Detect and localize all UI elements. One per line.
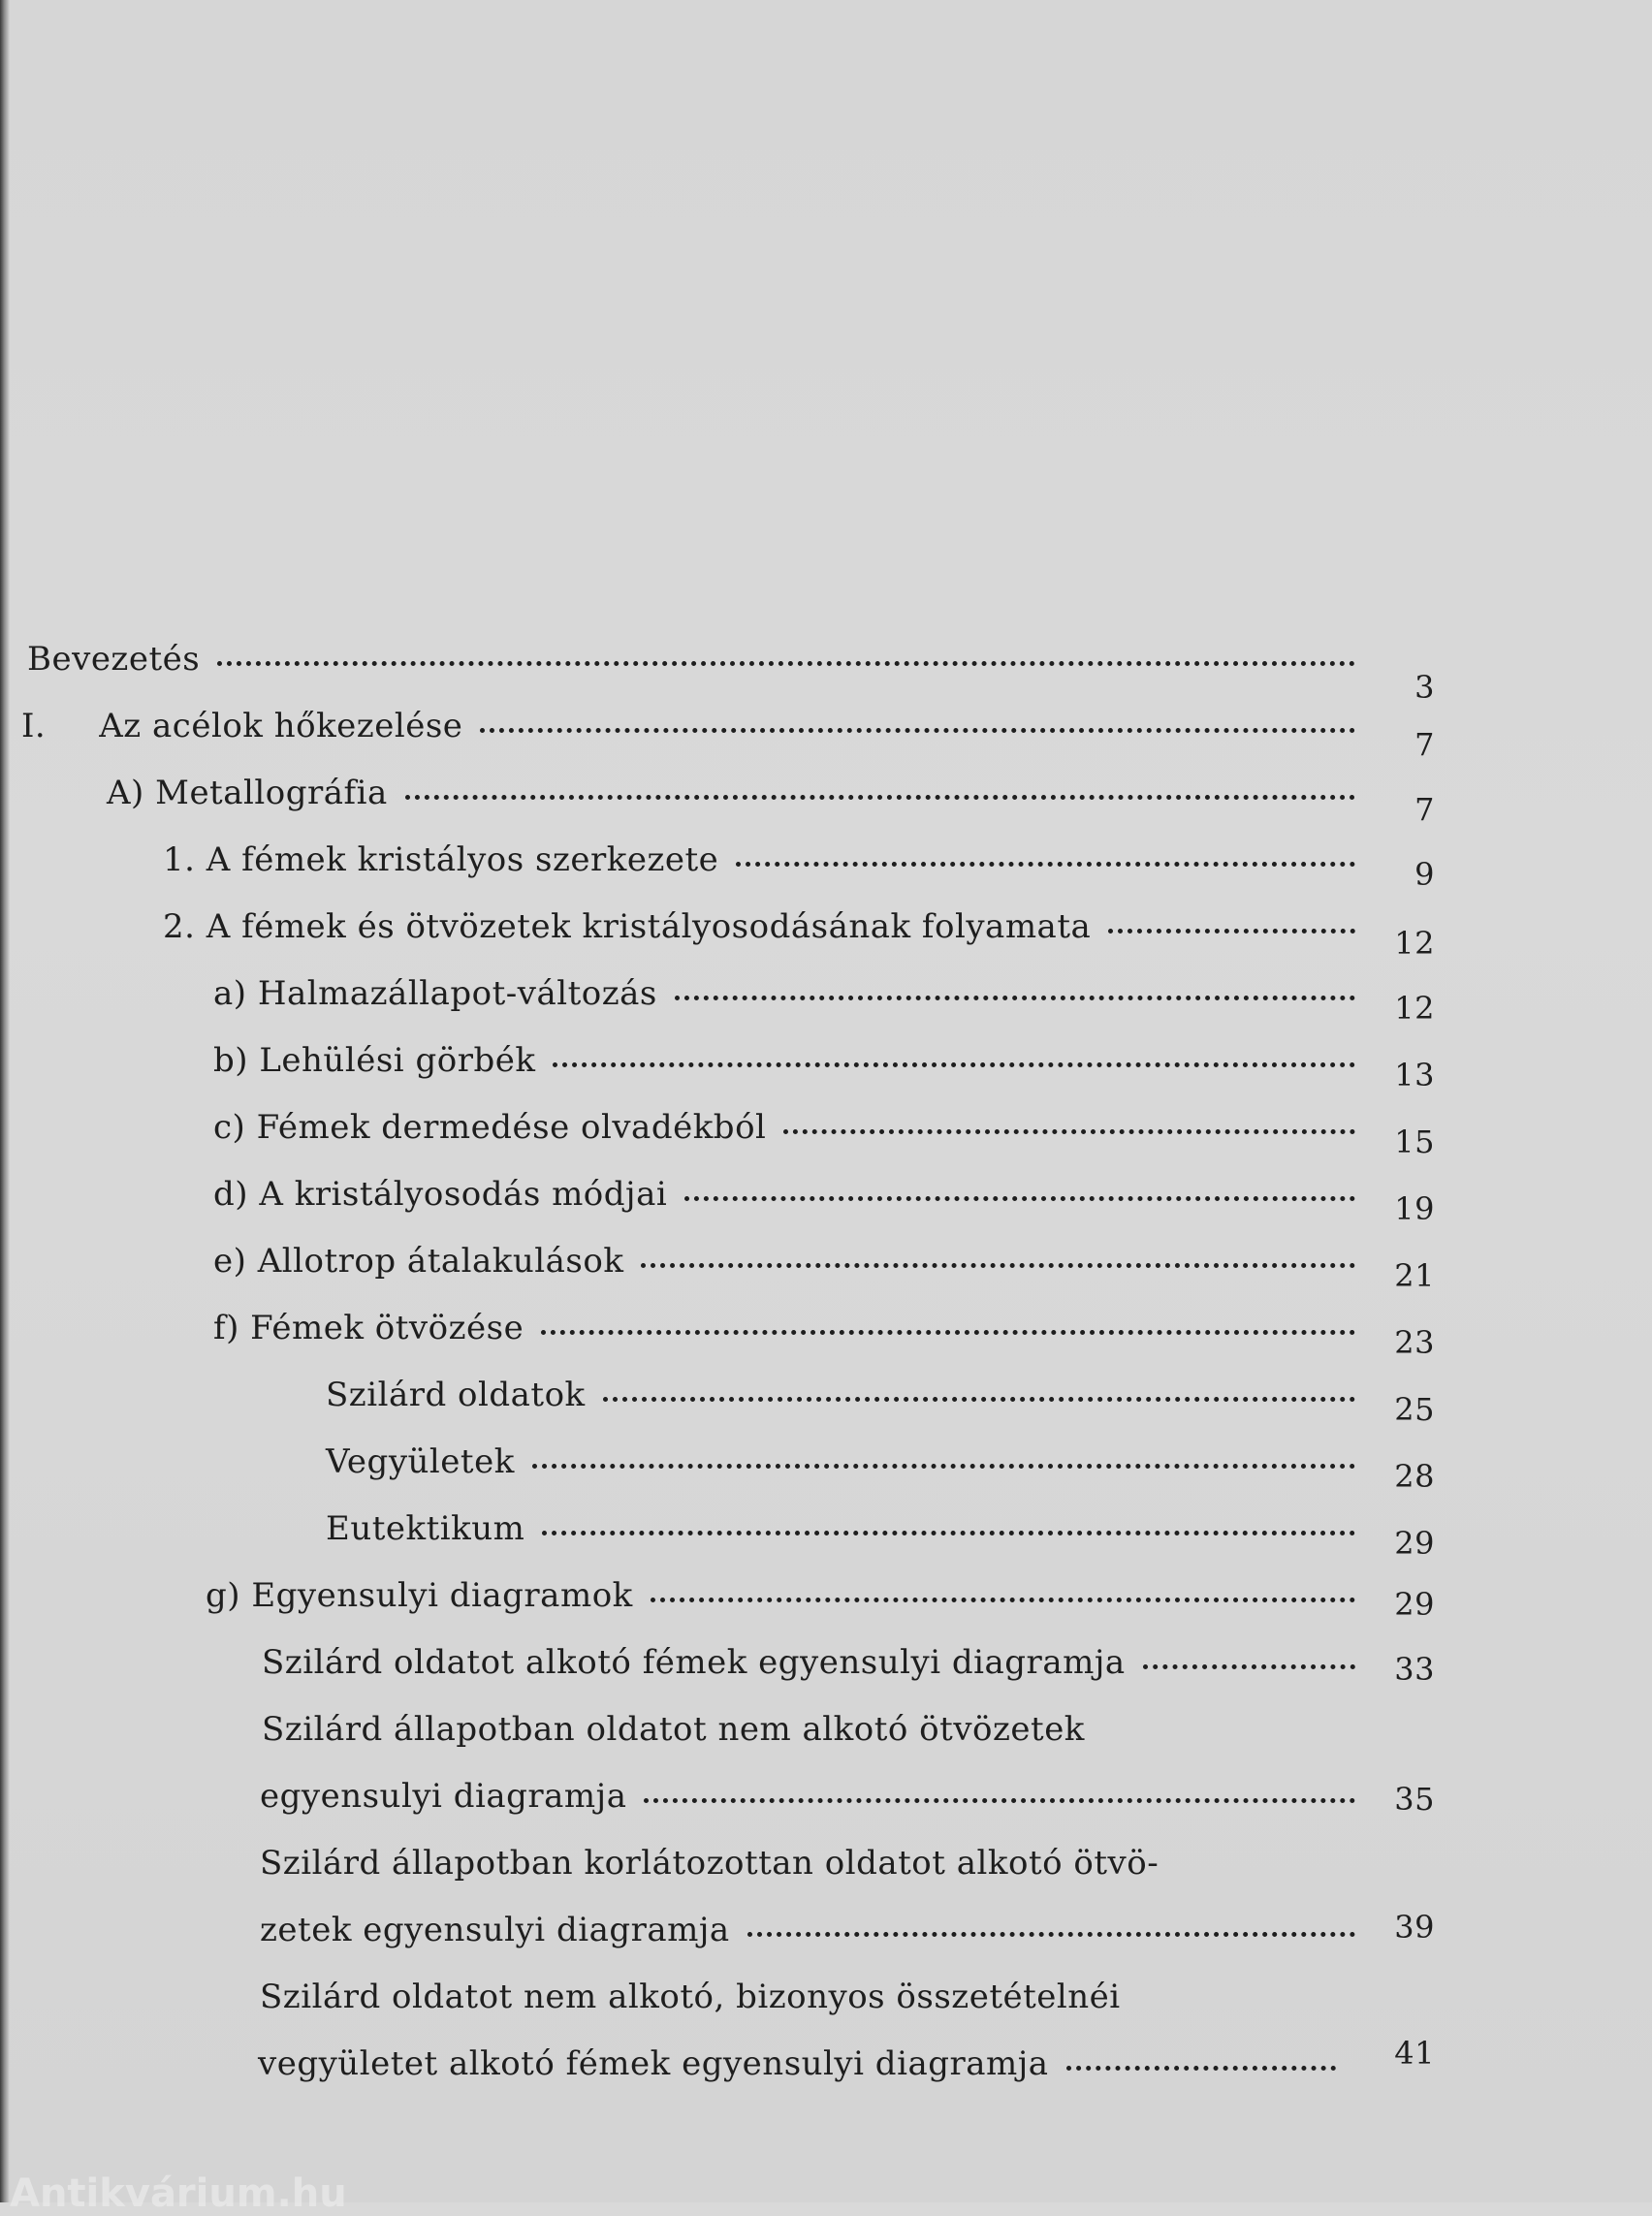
dot-leader — [1066, 2066, 1336, 2071]
toc-entry-page: 12 — [1394, 990, 1435, 1027]
toc-entry-label: e) Allotrop átalakulások — [213, 1242, 624, 1281]
toc-entry-bevezetes — [0, 620, 1652, 706]
toc-entry-page: 25 — [1394, 1391, 1435, 1428]
dot-leader — [1108, 929, 1355, 934]
toc-entry-korlatozottan-line1 — [0, 1824, 1652, 1891]
dot-leader — [405, 795, 1355, 800]
toc-entry-page: 39 — [1394, 1909, 1435, 1946]
toc-entry-vegyuletet-line2 — [0, 2025, 1652, 2092]
toc-entry-page: 41 — [1394, 2035, 1435, 2072]
toc-entry-label: Bevezetés — [27, 640, 201, 679]
dot-leader — [542, 1531, 1355, 1535]
dot-leader — [747, 1932, 1355, 1937]
toc-entry-szilard-oldatot-alkoto — [0, 1624, 1652, 1691]
dot-leader — [736, 862, 1355, 867]
toc-entry-vegyuletek — [0, 1423, 1652, 1495]
toc-entry-label: zetek egyensulyi diagramja — [260, 1911, 730, 1949]
dot-leader — [783, 1129, 1355, 1134]
dot-leader — [641, 1263, 1355, 1268]
toc-entry-chapter-1 — [0, 687, 1652, 763]
toc-entry-nem-alkoto-line1 — [0, 1691, 1652, 1757]
toc-entry-femek-otvozese — [0, 1289, 1652, 1361]
toc-entry-halmazallapot — [0, 955, 1652, 1027]
toc-entry-page: 23 — [1394, 1324, 1435, 1361]
toc-entry-label: Szilárd oldatok — [326, 1376, 586, 1414]
toc-entry-page: 13 — [1394, 1057, 1435, 1093]
dot-leader — [684, 1196, 1355, 1201]
toc-entry-vegyuletet-line1 — [0, 1958, 1652, 2025]
toc-entry-page: 29 — [1394, 1586, 1435, 1623]
dot-leader — [603, 1397, 1355, 1402]
dot-leader — [651, 1598, 1355, 1602]
toc-entry-kristalyos-szerkezete — [0, 821, 1652, 893]
toc-entry-label: Az acélok hőkezelése — [99, 707, 463, 745]
toc-entry-eutektikum — [0, 1490, 1652, 1562]
dot-leader — [644, 1798, 1355, 1803]
toc-entry-label: 1. A fémek kristályos szerkezete — [163, 840, 719, 879]
dot-leader — [541, 1330, 1355, 1335]
toc-entry-metallografia — [0, 754, 1652, 828]
toc-entry-allotrop — [0, 1222, 1652, 1294]
table-of-contents — [0, 620, 1652, 2092]
toc-entry-egyensulyi-diagramok — [0, 1557, 1652, 1624]
toc-entry-page: 12 — [1394, 925, 1435, 962]
dot-leader — [1143, 1664, 1355, 1669]
toc-entry-kristalyosodas-modjai — [0, 1155, 1652, 1227]
toc-entry-page: 33 — [1394, 1651, 1435, 1688]
toc-entry-label: vegyületet alkotó fémek egyensulyi diagramja — [258, 2044, 1049, 2083]
toc-entry-page: 7 — [1414, 726, 1435, 763]
toc-entry-label: Szilárd állapotban korlátozottan oldatot alkotó ötvö- — [260, 1844, 1160, 1883]
toc-entry-nem-alkoto-line2 — [0, 1757, 1652, 1824]
toc-entry-number: I. — [21, 707, 47, 745]
toc-entry-label: f) Fémek ötvözése — [213, 1309, 524, 1347]
toc-entry-korlatozottan-line2 — [0, 1891, 1652, 1958]
watermark: Antikvárium.hu — [10, 2171, 347, 2216]
toc-entry-kristalyosodas-folyamata — [0, 888, 1652, 962]
toc-entry-label: a) Halmazállapot-változás — [213, 974, 657, 1013]
toc-entry-label: A) Metallográfia — [107, 774, 388, 812]
dot-leader — [553, 1062, 1355, 1067]
toc-entry-page: 7 — [1414, 791, 1435, 828]
toc-entry-page: 28 — [1394, 1458, 1435, 1495]
toc-entry-label: c) Fémek dermedése olvadékból — [213, 1108, 767, 1147]
toc-entry-page: 21 — [1394, 1257, 1435, 1294]
toc-entry-femek-dermedese — [0, 1089, 1652, 1160]
toc-entry-label: b) Lehülési görbék — [213, 1041, 536, 1080]
toc-entry-label: egyensulyi diagramja — [260, 1777, 627, 1816]
toc-entry-label: Eutektikum — [326, 1509, 525, 1548]
toc-entry-page: 19 — [1394, 1190, 1435, 1227]
toc-entry-page: 35 — [1394, 1781, 1435, 1818]
toc-entry-szilard-oldatok — [0, 1356, 1652, 1428]
toc-entry-page: 15 — [1394, 1124, 1435, 1160]
toc-entry-label: Szilárd állapotban oldatot nem alkotó ötvözetek — [262, 1710, 1085, 1749]
toc-entry-label: g) Egyensulyi diagramok — [206, 1576, 633, 1615]
toc-entry-page: 3 — [1414, 669, 1435, 706]
toc-entry-label: Szilárd oldatot nem alkotó, bizonyos összetételnéi — [260, 1978, 1121, 2016]
dot-leader — [217, 661, 1355, 666]
toc-entry-page: 9 — [1414, 856, 1435, 893]
toc-entry-label: d) A kristályosodás módjai — [213, 1175, 668, 1214]
toc-entry-label: 2. A fémek és ötvözetek kristályosodásának folyamata — [163, 907, 1092, 946]
toc-entry-page: 29 — [1394, 1525, 1435, 1562]
dot-leader — [532, 1464, 1355, 1469]
dot-leader — [675, 996, 1355, 1000]
toc-entry-label: Szilárd oldatot alkotó fémek egyensulyi diagramja — [262, 1643, 1126, 1682]
dot-leader — [480, 728, 1355, 733]
toc-entry-lehulesi-gorbek — [0, 1022, 1652, 1093]
toc-entry-label: Vegyületek — [326, 1442, 515, 1481]
